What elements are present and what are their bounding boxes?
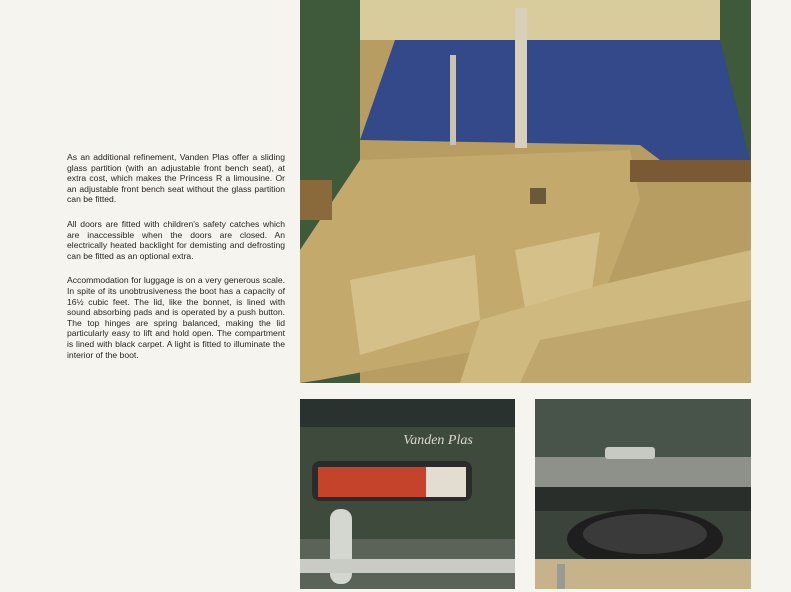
paragraph-partition: As an additional refinement, Vanden Plas offer a sliding glass partition (with an adjustable front bench seat), at extra cost, which makes the Princess R a limousine. Or an adjustable front bench seat without the glass partition can be fitted.: [67, 152, 285, 205]
body-text-column: [67, 152, 285, 374]
rear-badge-photo: [300, 399, 515, 589]
boot-photo: [535, 399, 751, 589]
paragraph-safety: All doors are fitted with children's safety catches which are inaccessible when the doors are closed. An electrically heated backlight for demisting and defrosting can be fitted as an optional extra.: [67, 218, 285, 261]
paragraph-luggage: Accommodation for luggage is on a very generous scale. In spite of its unobtrusiveness the boot has a capacity of 16½ cubic feet. The lid, like the bonnet, is lined with sound absorbing pads and is operated by a push button. The top hinges are spring balanced, making the lid particularly easy to lift and hold open. The compartment is lined with black carpet. A light is fitted to illuminate the interior of the boot.: [67, 275, 285, 360]
vanden-plas-badge: Vanden Plas: [403, 433, 473, 448]
interior-photo: [300, 0, 751, 383]
